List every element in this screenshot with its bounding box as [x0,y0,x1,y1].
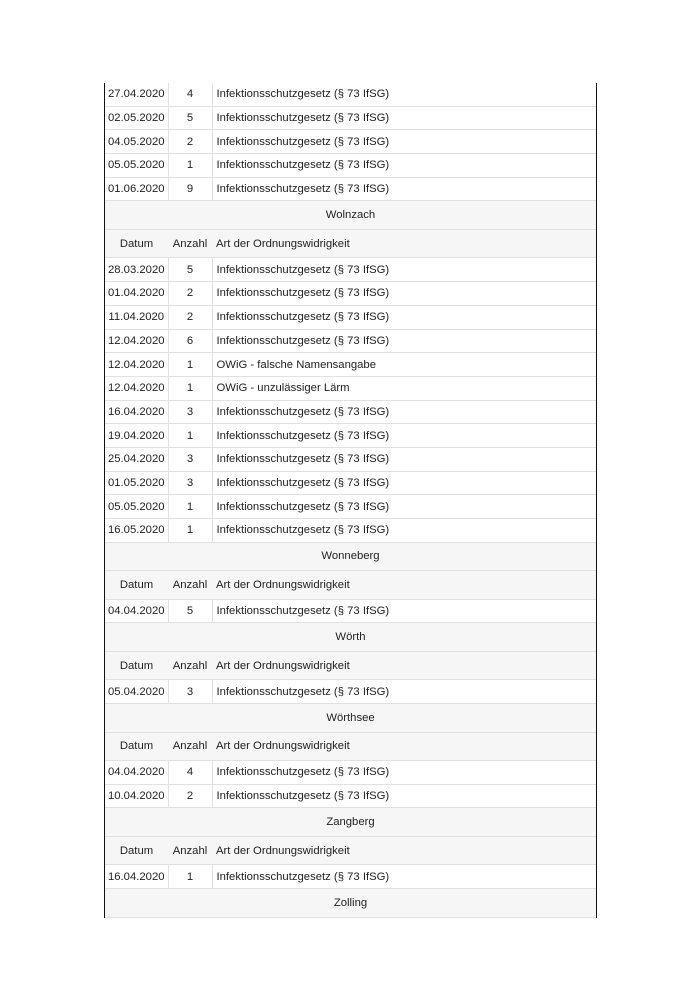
count-cell: 2 [168,784,212,808]
table-row [105,106,596,130]
table-row [105,177,596,201]
count-cell: 3 [168,680,212,704]
date-cell: 27.04.2020 [105,83,168,106]
table-row [105,471,596,495]
header-count: Anzahl [168,229,212,258]
count-cell: 1 [168,376,212,400]
column-header-row [105,836,596,865]
table-row [105,680,596,704]
header-violation-type: Art der Ordnungswidrigkeit [212,571,596,600]
place-heading-row [105,808,596,837]
violation-type-cell: Infektionsschutzgesetz (§ 73 IfSG) [212,495,596,519]
header-date: Datum [105,651,168,680]
column-header-row [105,229,596,258]
count-cell: 4 [168,761,212,785]
count-cell: 1 [168,519,212,543]
place-name: Wörth [105,623,596,652]
place-heading-row [105,623,596,652]
count-cell: 1 [168,865,212,889]
violations-table-frame [104,83,597,918]
date-cell: 28.03.2020 [105,258,168,282]
violation-type-cell: Infektionsschutzgesetz (§ 73 IfSG) [212,177,596,201]
date-cell: 05.05.2020 [105,495,168,519]
date-cell: 12.04.2020 [105,329,168,353]
date-cell: 12.04.2020 [105,376,168,400]
table-row [105,154,596,178]
violations-table-body [105,83,596,917]
date-cell: 19.04.2020 [105,424,168,448]
violation-type-cell: Infektionsschutzgesetz (§ 73 IfSG) [212,519,596,543]
violation-type-cell: Infektionsschutzgesetz (§ 73 IfSG) [212,471,596,495]
count-cell: 3 [168,471,212,495]
column-header-row [105,732,596,761]
date-cell: 04.04.2020 [105,599,168,623]
place-name: Wonneberg [105,542,596,571]
count-cell: 4 [168,83,212,106]
column-header-row [105,651,596,680]
date-cell: 10.04.2020 [105,784,168,808]
table-row [105,495,596,519]
violation-type-cell: Infektionsschutzgesetz (§ 73 IfSG) [212,447,596,471]
count-cell: 3 [168,400,212,424]
violation-type-cell: Infektionsschutzgesetz (§ 73 IfSG) [212,305,596,329]
violation-type-cell: Infektionsschutzgesetz (§ 73 IfSG) [212,83,596,106]
date-cell: 16.04.2020 [105,865,168,889]
header-count: Anzahl [168,571,212,600]
date-cell: 01.06.2020 [105,177,168,201]
place-heading-row [105,201,596,230]
violation-type-cell: Infektionsschutzgesetz (§ 73 IfSG) [212,424,596,448]
table-row [105,130,596,154]
table-row [105,519,596,543]
count-cell: 1 [168,353,212,377]
header-date: Datum [105,836,168,865]
violation-type-cell: Infektionsschutzgesetz (§ 73 IfSG) [212,784,596,808]
table-row [105,329,596,353]
count-cell: 9 [168,177,212,201]
table-row [105,400,596,424]
header-date: Datum [105,229,168,258]
count-cell: 2 [168,282,212,306]
header-date: Datum [105,732,168,761]
count-cell: 6 [168,329,212,353]
violation-type-cell: Infektionsschutzgesetz (§ 73 IfSG) [212,865,596,889]
table-row [105,784,596,808]
violation-type-cell: Infektionsschutzgesetz (§ 73 IfSG) [212,154,596,178]
violation-type-cell: Infektionsschutzgesetz (§ 73 IfSG) [212,761,596,785]
count-cell: 5 [168,599,212,623]
date-cell: 04.05.2020 [105,130,168,154]
count-cell: 2 [168,305,212,329]
date-cell: 01.05.2020 [105,471,168,495]
header-violation-type: Art der Ordnungswidrigkeit [212,651,596,680]
table-row [105,305,596,329]
date-cell: 05.05.2020 [105,154,168,178]
place-heading-row [105,889,596,918]
header-date: Datum [105,571,168,600]
violation-type-cell: Infektionsschutzgesetz (§ 73 IfSG) [212,599,596,623]
violation-type-cell: OWiG - falsche Namensangabe [212,353,596,377]
date-cell: 11.04.2020 [105,305,168,329]
header-count: Anzahl [168,651,212,680]
date-cell: 04.04.2020 [105,761,168,785]
count-cell: 3 [168,447,212,471]
date-cell: 12.04.2020 [105,353,168,377]
count-cell: 1 [168,154,212,178]
place-heading-row [105,542,596,571]
header-violation-type: Art der Ordnungswidrigkeit [212,836,596,865]
place-name: Wörthsee [105,704,596,733]
date-cell: 16.05.2020 [105,519,168,543]
violation-type-cell: Infektionsschutzgesetz (§ 73 IfSG) [212,680,596,704]
table-row [105,424,596,448]
count-cell: 1 [168,424,212,448]
table-row [105,599,596,623]
place-name: Wolnzach [105,201,596,230]
table-row [105,761,596,785]
violation-type-cell: OWiG - unzulässiger Lärm [212,376,596,400]
table-row [105,282,596,306]
violations-table [105,83,596,918]
table-row [105,865,596,889]
violation-type-cell: Infektionsschutzgesetz (§ 73 IfSG) [212,329,596,353]
count-cell: 2 [168,130,212,154]
date-cell: 02.05.2020 [105,106,168,130]
header-violation-type: Art der Ordnungswidrigkeit [212,229,596,258]
violation-type-cell: Infektionsschutzgesetz (§ 73 IfSG) [212,282,596,306]
violation-type-cell: Infektionsschutzgesetz (§ 73 IfSG) [212,258,596,282]
place-heading-row [105,704,596,733]
count-cell: 5 [168,106,212,130]
violation-type-cell: Infektionsschutzgesetz (§ 73 IfSG) [212,130,596,154]
table-row [105,376,596,400]
date-cell: 25.04.2020 [105,447,168,471]
table-row [105,83,596,106]
count-cell: 5 [168,258,212,282]
date-cell: 01.04.2020 [105,282,168,306]
column-header-row [105,571,596,600]
place-name: Zolling [105,889,596,918]
date-cell: 16.04.2020 [105,400,168,424]
violation-type-cell: Infektionsschutzgesetz (§ 73 IfSG) [212,400,596,424]
table-row [105,353,596,377]
place-name: Zangberg [105,808,596,837]
header-violation-type: Art der Ordnungswidrigkeit [212,732,596,761]
header-count: Anzahl [168,836,212,865]
violation-type-cell: Infektionsschutzgesetz (§ 73 IfSG) [212,106,596,130]
count-cell: 1 [168,495,212,519]
table-row [105,258,596,282]
date-cell: 05.04.2020 [105,680,168,704]
header-count: Anzahl [168,732,212,761]
table-row [105,447,596,471]
